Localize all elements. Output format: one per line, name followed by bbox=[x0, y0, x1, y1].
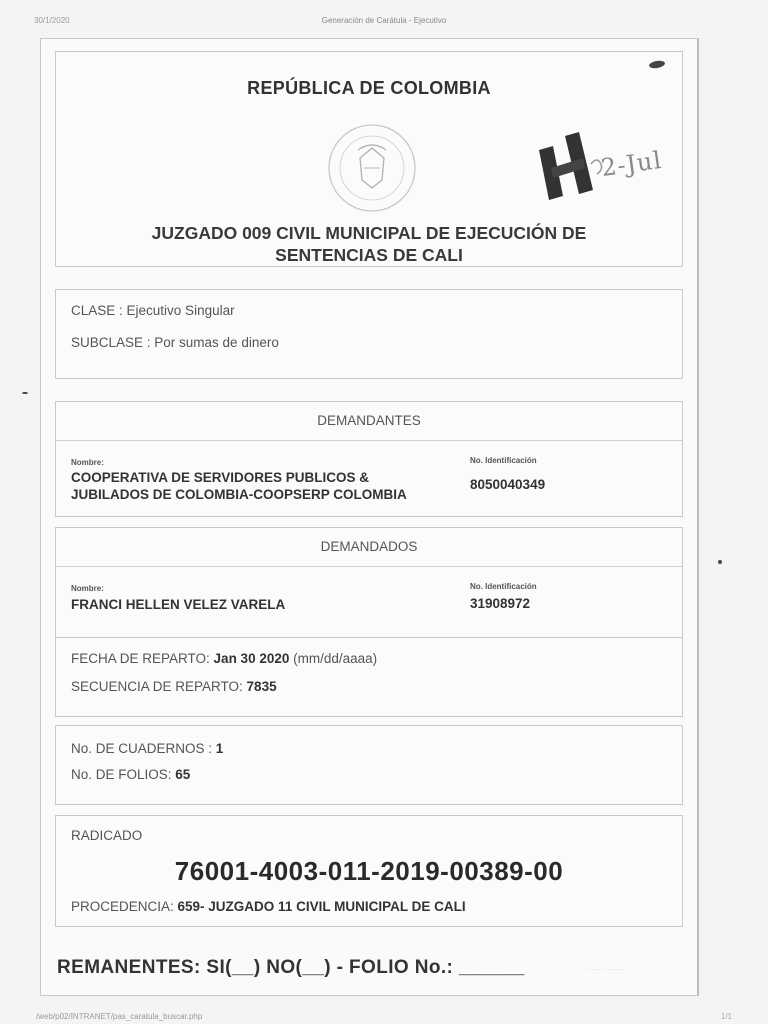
header-box bbox=[55, 51, 683, 267]
subclase-label: SUBCLASE : bbox=[71, 335, 155, 350]
clase-label: CLASE : bbox=[71, 303, 127, 318]
procedencia-label: PROCEDENCIA: bbox=[71, 899, 178, 914]
folios-label: No. DE FOLIOS: bbox=[71, 767, 176, 782]
clase-row bbox=[71, 302, 235, 320]
scan-speck bbox=[718, 560, 722, 564]
demandante-id: 8050040349 bbox=[470, 477, 546, 492]
remanentes-line: REMANENTES: SI(__) NO(__) - FOLIO No.: ______ bbox=[57, 957, 525, 978]
cover-sheet bbox=[40, 38, 699, 996]
print-date: 30/1/2020 bbox=[34, 16, 70, 25]
print-title: Generación de Carátula - Ejecutivo bbox=[321, 16, 447, 25]
secuencia-reparto-value: 7835 bbox=[246, 679, 277, 694]
coat-of-arms-seal bbox=[326, 122, 418, 214]
folios-row bbox=[71, 766, 190, 784]
demandante-name-label: Nombre: bbox=[71, 458, 104, 467]
procedencia-value: 659- JUZGADO 11 CIVIL MUNICIPAL DE CALI bbox=[177, 899, 466, 914]
demandados-title: DEMANDADOS bbox=[56, 528, 682, 567]
demandante-name bbox=[71, 469, 407, 503]
footer-fine-print: · · · · · · · · · · · · · · · bbox=[583, 967, 628, 973]
procedencia-row bbox=[71, 898, 466, 916]
cuadernos-row bbox=[71, 740, 223, 758]
scan-speck bbox=[22, 392, 28, 394]
court-name bbox=[56, 222, 682, 266]
demandantes-title: DEMANDANTES bbox=[56, 402, 682, 441]
cuadernos-box bbox=[55, 725, 683, 805]
demandados-box bbox=[55, 527, 683, 643]
print-page-number: 1/1 bbox=[720, 1012, 732, 1021]
demandado-id: 31908972 bbox=[470, 596, 531, 611]
cuadernos-value: 1 bbox=[215, 741, 224, 756]
secuencia-reparto-label: SECUENCIA DE REPARTO: bbox=[71, 679, 247, 694]
radicado-label: RADICADO bbox=[71, 828, 143, 843]
folios-value: 65 bbox=[175, 767, 191, 782]
print-url: /web/p02/INTRANET/pas_caratula_buscar.php bbox=[36, 1012, 203, 1021]
clase-value: Ejecutivo Singular bbox=[126, 303, 235, 318]
stamp-handwriting: 2-Jul bbox=[599, 145, 664, 183]
reparto-box bbox=[55, 637, 683, 717]
court-name-line2: SENTENCIAS DE CALI bbox=[275, 245, 463, 265]
subclase-row bbox=[71, 334, 279, 352]
court-name-line1: JUZGADO 009 CIVIL MUNICIPAL DE EJECUCIÓN DE bbox=[151, 223, 587, 243]
cuadernos-label: No. DE CUADERNOS : bbox=[71, 741, 216, 756]
demandado-name-label: Nombre: bbox=[71, 584, 104, 593]
radicado-box bbox=[55, 815, 683, 927]
secuencia-reparto-row bbox=[71, 678, 277, 696]
fecha-reparto-row bbox=[71, 650, 377, 668]
fecha-reparto-format: (mm/dd/aaaa) bbox=[289, 651, 378, 666]
clase-box bbox=[55, 289, 683, 379]
demandante-name-line1: COOPERATIVA DE SERVIDORES PUBLICOS & bbox=[71, 470, 370, 485]
demandantes-box bbox=[55, 401, 683, 517]
country-title: REPÚBLICA DE COLOMBIA bbox=[247, 78, 491, 98]
fecha-reparto-label: FECHA DE REPARTO: bbox=[71, 651, 214, 666]
radicado-number: 76001-4003-011-2019-00389-00 bbox=[174, 856, 564, 886]
fecha-reparto-value: Jan 30 2020 bbox=[213, 651, 290, 666]
demandante-id-label: No. Identificación bbox=[470, 456, 537, 465]
subclase-value: Por sumas de dinero bbox=[154, 335, 279, 350]
demandado-id-label: No. Identificación bbox=[470, 582, 537, 591]
demandante-name-line2: JUBILADOS DE COLOMBIA-COOPSERP COLOMBIA bbox=[71, 487, 407, 502]
demandado-name: FRANCI HELLEN VELEZ VARELA bbox=[71, 597, 286, 612]
